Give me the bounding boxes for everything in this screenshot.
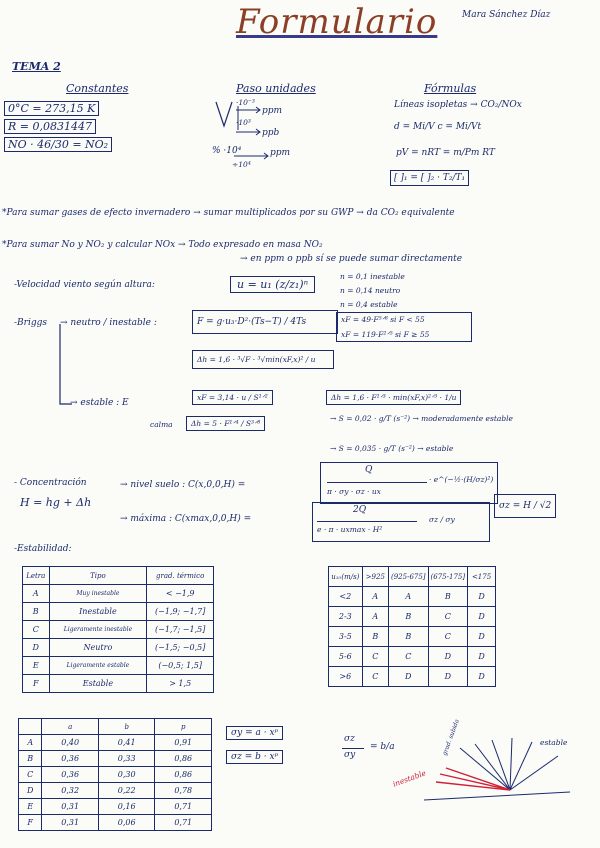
table-cell: Estable: [49, 675, 147, 693]
table-header-cell: Tipo: [49, 567, 147, 585]
table-cell: Neutro: [49, 639, 147, 657]
table-cell: 0,16: [98, 799, 155, 815]
briggs-neutro-label: → neutro / inestable :: [60, 318, 157, 328]
table-header-cell: b: [98, 719, 155, 735]
table-cell: 0,31: [42, 815, 99, 831]
note-gwp: *Para sumar gases de efecto invernadero → sumar multiplicados por su GWP → da CO₂ equivalente: [2, 208, 455, 218]
fan-inestable-label: inestable: [391, 768, 428, 789]
table-cell: 0,86: [155, 751, 212, 767]
estabilidad-label: -Estabilidad:: [14, 544, 72, 554]
table-cell: C: [388, 647, 428, 667]
constante-kelvin: 0°C = 273,15 K: [4, 101, 99, 116]
table-cell: B: [428, 587, 468, 607]
velocidad-formula: u = u₁ (z/z₁)ⁿ: [230, 276, 315, 293]
constante-no-no2: NO · 46/30 = NO₂: [4, 137, 112, 152]
table-cell: D: [19, 783, 42, 799]
table-row: [19, 751, 212, 767]
table-cell: B: [19, 751, 42, 767]
briggs-s-estable: → S = 0,035 · g/T (s⁻²) → estable: [330, 444, 454, 453]
author-name: Mara Sánchez Díaz: [462, 10, 551, 20]
table-cell: B: [388, 607, 428, 627]
formula-temperatura: [ ]₁ = [ ]₂ · T₂/T₁: [390, 170, 469, 186]
table-cell: A: [23, 585, 50, 603]
table-cell: 0,40: [42, 735, 99, 751]
briggs-dh-calma: Δh = 5 · F¹ᐟ⁴ / S³ᐟ⁸: [186, 416, 265, 431]
table-cell: 0,31: [42, 799, 99, 815]
sigma-ratio: σz σy = b/a: [344, 734, 395, 760]
table-cell: 2-3: [329, 607, 363, 627]
table-cell: 0,71: [155, 799, 212, 815]
table-cell: (−1,5; −0,5]: [147, 639, 214, 657]
table-cell: 0,36: [42, 767, 99, 783]
table-row: [329, 627, 496, 647]
formula-isopletas: Líneas isopletas → CO₂/NOx: [394, 100, 522, 110]
table-cell: 5-6: [329, 647, 363, 667]
table-row: [329, 647, 496, 667]
tema-heading: TEMA 2: [12, 60, 61, 73]
table-header-cell: a: [42, 719, 99, 735]
page-title: Formulario: [236, 2, 438, 42]
table-cell: A: [362, 607, 388, 627]
paso-arrows: [212, 96, 322, 176]
briggs-xf-estable: xF = 3,14 · u / S¹ᐟ²: [192, 390, 273, 405]
table-row: [23, 585, 214, 603]
table-cell: 0,78: [155, 783, 212, 799]
table-cell: Muy inestable: [49, 585, 147, 603]
table-cell: D: [428, 667, 468, 687]
table-cell: F: [23, 675, 50, 693]
table-cell: C: [19, 767, 42, 783]
constantes-heading: Constantes: [66, 82, 129, 95]
concentracion-h: H = hg + Δh: [20, 496, 92, 509]
table-row: [19, 767, 212, 783]
table-row: [23, 603, 214, 621]
table-header-cell: u₁₀(m/s): [329, 567, 363, 587]
note-ppm: → en ppm o ppb sí se puede sumar directamente: [240, 254, 463, 264]
table-cell: D: [23, 639, 50, 657]
table-row: [23, 657, 214, 675]
table-cell: <2: [329, 587, 363, 607]
concentracion-sigma: σz = H / √2: [494, 494, 556, 518]
table-cell: E: [23, 657, 50, 675]
briggs-xf-cases: xF = 49·F⁵ᐟ⁸ si F < 55 xF = 119·F²ᐟ⁵ si F ≥ 55: [336, 312, 472, 342]
table-cell: Ligeramente inestable: [49, 621, 147, 639]
paso-heading: Paso unidades: [236, 82, 316, 95]
formulas-heading: Fórmulas: [424, 82, 477, 95]
table-cell: F: [19, 815, 42, 831]
table-cell: (−1,7; −1,5]: [147, 621, 214, 639]
estabilidad-table: [22, 566, 214, 693]
table-cell: C: [428, 607, 468, 627]
table-row: [329, 607, 496, 627]
table-cell: (−1,9; −1,7]: [147, 603, 214, 621]
velocidad-case-neutro: n = 0,14 neutro: [340, 286, 401, 295]
table-cell: (−0,5; 1,5]: [147, 657, 214, 675]
briggs-dh-formula: Δh = 1,6 · ³√F · ³√min(xF,x)² / u: [192, 350, 334, 369]
formula-gas-ideal: pV = nRT = m/Pm RT: [396, 148, 495, 158]
table-cell: 0,71: [155, 815, 212, 831]
briggs-label: -Briggs: [14, 318, 47, 328]
table-cell: 0,32: [42, 783, 99, 799]
velocidad-label: -Velocidad viento según altura:: [14, 280, 155, 290]
table-row: [23, 639, 214, 657]
table-cell: D: [388, 667, 428, 687]
table-row: [19, 735, 212, 751]
note-nox: *Para sumar No y NO₂ y calcular NOx → Todo expresado en masa NO₂: [2, 240, 323, 250]
sigma-y-formula: σy = a · xᵖ: [226, 726, 283, 740]
table-cell: 3-5: [329, 627, 363, 647]
briggs-bracket: [50, 320, 80, 410]
concentracion-maxima-formula: 2Q e · π · uxmax · H² σz / σy: [312, 502, 490, 542]
briggs-f-formula: F = g·u₃·D²·(Ts−T) / 4Ts: [192, 310, 338, 334]
table-cell: 0,30: [98, 767, 155, 783]
table-row: [23, 621, 214, 639]
table-cell: C: [362, 647, 388, 667]
table-cell: Inestable: [49, 603, 147, 621]
concentracion-nivel-formula: Q π · σy · σz · ux · e^(−½·(H/σz)²): [320, 462, 498, 504]
table-cell: 0,06: [98, 815, 155, 831]
table-cell: A: [19, 735, 42, 751]
concentracion-label: - Concentración: [14, 478, 87, 488]
table-cell: C: [23, 621, 50, 639]
table-cell: 0,22: [98, 783, 155, 799]
concentracion-nivel-label: → nivel suelo : C(x,0,0,H) =: [120, 480, 246, 490]
table-cell: D: [468, 587, 496, 607]
concentracion-maxima-label: → máxima : C(xmax,0,0,H) =: [120, 514, 252, 524]
table-cell: < −1,9: [147, 585, 214, 603]
table-cell: D: [468, 647, 496, 667]
table-cell: C: [428, 627, 468, 647]
table-cell: D: [428, 647, 468, 667]
table-header-cell: >925: [362, 567, 388, 587]
table-cell: D: [468, 627, 496, 647]
table-row: [329, 667, 496, 687]
briggs-s-moderado: → S = 0,02 · g/T (s⁻²) → moderadamente estable: [330, 414, 513, 423]
constante-r: R = 0,0831447: [4, 119, 96, 134]
table-header-cell: (675-175]: [428, 567, 468, 587]
velocidad-case-estable: n = 0,4 estable: [340, 300, 398, 309]
table-cell: D: [468, 667, 496, 687]
table-cell: A: [362, 587, 388, 607]
table-cell: E: [19, 799, 42, 815]
table-cell: A: [388, 587, 428, 607]
formula-densidad: d = Mi/V c = Mi/Vt: [394, 122, 482, 132]
table-header-cell: p: [155, 719, 212, 735]
table-cell: D: [468, 607, 496, 627]
velocidad-case-inestable: n = 0,1 inestable: [340, 272, 405, 281]
table-header-cell: grad. térmico: [147, 567, 214, 585]
briggs-estable-label: → estable : E: [70, 398, 129, 408]
table-header-cell: Letra: [23, 567, 50, 585]
table-cell: B: [388, 627, 428, 647]
table-cell: 0,33: [98, 751, 155, 767]
table-cell: > 1,5: [147, 675, 214, 693]
table-row: [23, 675, 214, 693]
table-cell: B: [23, 603, 50, 621]
table-cell: B: [362, 627, 388, 647]
paso-unidades-diagram: ·10⁻³ ppm ·10³ ppb % ·10⁴ ppm ÷10⁴: [212, 96, 322, 176]
table-header-cell: (925-675]: [388, 567, 428, 587]
table-header-cell: <175: [468, 567, 496, 587]
estabilidad-wind-table: [328, 566, 496, 687]
briggs-dh-estable: Δh = 1,6 · F¹ᐟ³ · min(xF,x)²ᐟ³ · 1/u: [326, 390, 461, 405]
table-row: [19, 815, 212, 831]
table-cell: Ligeramente estable: [49, 657, 147, 675]
sigma-z-formula: σz = b · xᵖ: [226, 750, 283, 764]
table-cell: C: [362, 667, 388, 687]
fan-estable-label: estable: [540, 738, 568, 747]
table-cell: 0,91: [155, 735, 212, 751]
dispersion-coef-table: [18, 718, 212, 831]
table-cell: 0,41: [98, 735, 155, 751]
table-cell: 0,86: [155, 767, 212, 783]
table-cell: >6: [329, 667, 363, 687]
table-row: [329, 587, 496, 607]
table-row: [19, 799, 212, 815]
fan-grad-label: grad. subida: [441, 718, 461, 757]
table-header-cell: [19, 719, 42, 735]
briggs-calma-label: calma: [150, 420, 173, 429]
table-cell: 0,36: [42, 751, 99, 767]
table-row: [19, 783, 212, 799]
